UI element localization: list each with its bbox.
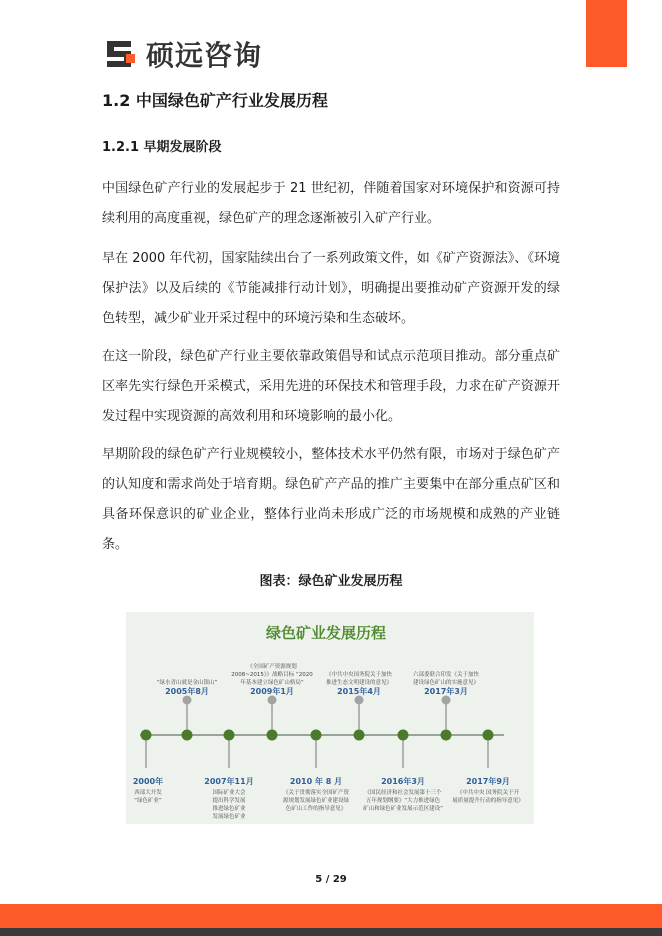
event-desc: 矿山和绿色矿业发展示范区建设”: [363, 806, 443, 812]
timeline-node: [182, 730, 193, 741]
event-marker: [268, 696, 277, 705]
event-desc: 推进绿色矿业: [212, 806, 246, 812]
event-desc: 展质量提升行动的指导意见》: [452, 798, 524, 804]
company-logo: [104, 36, 262, 72]
event-desc: 西部大开发: [134, 790, 162, 796]
timeline-node: [267, 730, 278, 741]
page-number: 5 / 29: [315, 874, 347, 885]
event-date: 2016年3月: [381, 777, 425, 786]
timeline-node: [354, 730, 365, 741]
event-desc: 提出科学发展: [212, 798, 246, 804]
body-paragraph: 在这一阶段，绿色矿产行业主要依靠政策倡导和试点示范项目推动。部分重点矿区率先实行绿色开采模式，采用先进的环保技术和管理手段，力求在矿产资源开发过程中实现资源的高效利用和环境影响的最小化。: [102, 349, 560, 424]
event-desc: 六部委联合印发《关于加快: [412, 672, 480, 678]
event-desc: 国际矿业大会: [212, 790, 246, 796]
timeline-node: [441, 730, 452, 741]
body-paragraph: 中国绿色矿产行业的发展起步于 21 世纪初，伴随着国家对环境保护和资源可持续利用的高度重视，绿色矿产的理念逐渐被引入矿产行业。: [102, 181, 560, 226]
event-date: 2017年3月: [424, 687, 468, 696]
event-desc: 建设绿色矿山的实施意见》: [412, 680, 480, 686]
timeline-node: [398, 730, 409, 741]
event-date: 2007年11月: [204, 777, 254, 786]
timeline-node: [311, 730, 322, 741]
top-accent-bar: [586, 0, 627, 67]
event-desc: 《中共中央国务院关于加快: [325, 672, 393, 678]
logo-mark-icon: [104, 37, 138, 71]
figure-title: 绿色矿业发展历程: [265, 624, 387, 642]
event-date: 2005年8月: [165, 687, 209, 696]
footer-accent-bar: [0, 904, 662, 928]
event-desc: 发展绿色矿业: [212, 814, 246, 820]
event-desc: “绿色矿业”: [134, 798, 162, 804]
timeline-node: [141, 730, 152, 741]
timeline-node: [483, 730, 494, 741]
event-desc: 《中共中央 国务院关于开: [456, 790, 520, 796]
body-paragraph: 早期阶段的绿色矿产行业规模较小，整体技术水平仍然有限，市场对于绿色矿产的认知度和需求尚处于培育期。绿色矿产产品的推广主要集中在部分重点矿区和具备环保意识的矿业企业，整体行业尚未形成广泛的市场规模和成熟的产业链条。: [102, 447, 560, 552]
event-desc: 五年规划纲要》“大力推进绿色: [365, 798, 441, 804]
event-date: 2010 年 8 月: [289, 777, 343, 786]
event-desc: 源规划发展绿色矿业建设绿: [282, 798, 350, 804]
event-date: 2009年1月: [250, 687, 294, 696]
event-date: 2015年4月: [337, 687, 381, 696]
event-marker: [183, 696, 192, 705]
timeline-node: [224, 730, 235, 741]
event-desc: 推进生态文明建设的意见》: [325, 680, 393, 686]
timeline-figure: [126, 612, 534, 824]
event-desc: 《关于贯彻落实全国矿产资: [282, 790, 350, 796]
event-desc: 年基本建立绿色矿山格局”: [240, 680, 304, 686]
section-heading: 1.2 中国绿色矿产行业发展历程: [102, 91, 328, 110]
event-desc: 《国民经济和社会发展第十三个: [364, 790, 442, 796]
event-date: 2000年: [132, 777, 164, 786]
event-desc: 《全国矿产资源规划: [247, 664, 297, 670]
event-desc: 色矿山工作的指导意见》: [285, 806, 347, 812]
event-marker: [442, 696, 451, 705]
event-desc: “绿水青山就是金山银山”: [156, 680, 218, 686]
event-date: 2017年9月: [466, 777, 510, 786]
timeline-diagram: [126, 612, 534, 824]
subsection-heading: 1.2.1 早期发展阶段: [102, 140, 222, 155]
logo-text: 硕远咨询: [146, 39, 263, 72]
figure-caption: 图表：绿色矿业发展历程: [259, 574, 403, 589]
footer-dark-bar: [0, 928, 662, 936]
body-paragraph: 早在 2000 年代初，国家陆续出台了一系列政策文件，如《矿产资源法》、《环境保护法》以及后续的《节能减排行动计划》，明确提出要推动矿产资源开发的绿色转型，减少矿业开采过程中的环境污染和生态破坏。: [102, 251, 560, 326]
event-desc: 2008~2015》》战略目标 “2020: [231, 672, 313, 678]
event-marker: [355, 696, 364, 705]
